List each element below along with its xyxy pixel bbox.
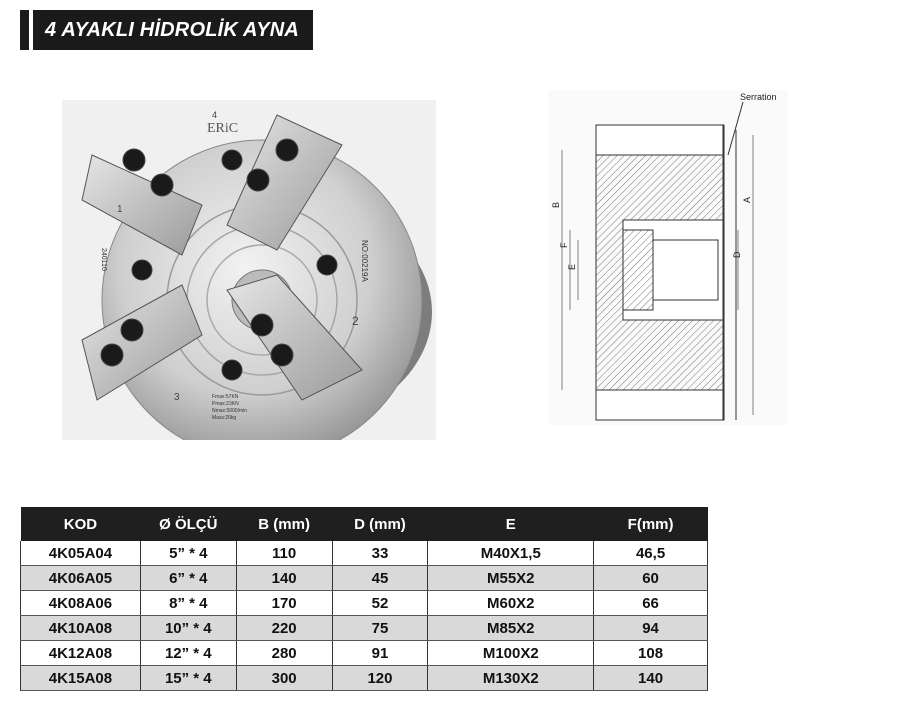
cell-e: M130X2 [428, 666, 594, 691]
page-title-bar [20, 10, 313, 50]
cell-b: 280 [236, 641, 332, 666]
dim-a-label: A [742, 196, 752, 203]
cell-d: 45 [332, 566, 428, 591]
dim-e-label: E [567, 263, 577, 270]
dim-f-label: F [559, 242, 569, 248]
cell-d: 91 [332, 641, 428, 666]
cell-d: 120 [332, 666, 428, 691]
cell-d: 52 [332, 591, 428, 616]
cell-size: 12” * 4 [140, 641, 236, 666]
serial-mark: NO:00219A [360, 240, 369, 282]
cell-f: 108 [594, 641, 708, 666]
cell-b: 300 [236, 666, 332, 691]
cell-e: M85X2 [428, 616, 594, 641]
cell-kod: 4K06A05 [21, 566, 141, 591]
spec-table [20, 507, 708, 691]
cell-size: 8” * 4 [140, 591, 236, 616]
dim-b-label: B [551, 201, 561, 208]
cell-kod: 4K12A08 [21, 641, 141, 666]
cell-e: M55X2 [428, 566, 594, 591]
chuck-photo [62, 100, 436, 440]
cell-f: 46,5 [594, 541, 708, 566]
table-row [21, 541, 708, 566]
title-stripe [20, 10, 29, 50]
cell-f: 60 [594, 566, 708, 591]
dim-d-label: D [732, 251, 742, 258]
cell-kod: 4K15A08 [21, 666, 141, 691]
table-row [21, 616, 708, 641]
serration-callout: Serration [740, 92, 777, 102]
col-kod: KOD [21, 507, 141, 541]
spec-line: Pmax:23KN [212, 401, 239, 407]
table-row [21, 566, 708, 591]
cell-e: M60X2 [428, 591, 594, 616]
cell-size: 10” * 4 [140, 616, 236, 641]
jaw-number-1: 1 [117, 204, 123, 215]
cell-f: 140 [594, 666, 708, 691]
col-b: B (mm) [236, 507, 332, 541]
cell-f: 94 [594, 616, 708, 641]
cell-d: 33 [332, 541, 428, 566]
col-size: Ø ÖLÇÜ [140, 507, 236, 541]
jaw-number-4: 4 [212, 110, 218, 120]
cell-d: 75 [332, 616, 428, 641]
cell-kod: 4K10A08 [21, 616, 141, 641]
brand-mark: ERiC [207, 121, 239, 136]
table-row [21, 591, 708, 616]
cell-b: 110 [236, 541, 332, 566]
jaw-number-2: 2 [352, 314, 359, 328]
side-code-mark: 240110 [100, 248, 107, 271]
cell-kod: 4K05A04 [21, 541, 141, 566]
table-row [21, 641, 708, 666]
col-d: D (mm) [332, 507, 428, 541]
cell-e: M100X2 [428, 641, 594, 666]
cell-size: 15” * 4 [140, 666, 236, 691]
cell-size: 5” * 4 [140, 541, 236, 566]
cell-kod: 4K08A06 [21, 591, 141, 616]
spec-line: Fmax:57KN [212, 394, 239, 400]
cell-b: 170 [236, 591, 332, 616]
cross-section-drawing [548, 90, 788, 425]
cell-b: 220 [236, 616, 332, 641]
col-f: F(mm) [594, 507, 708, 541]
spec-line: Mass:20kg [212, 415, 237, 421]
cell-f: 66 [594, 591, 708, 616]
table-header-row [21, 507, 708, 541]
col-e: E [428, 507, 594, 541]
table-row [21, 666, 708, 691]
cell-b: 140 [236, 566, 332, 591]
cell-size: 6” * 4 [140, 566, 236, 591]
page-title: 4 AYAKLI HİDROLİK AYNA [33, 10, 313, 50]
cell-e: M40X1,5 [428, 541, 594, 566]
jaw-number-3: 3 [174, 392, 180, 403]
spec-line: Nmax:5000/min [212, 408, 248, 414]
